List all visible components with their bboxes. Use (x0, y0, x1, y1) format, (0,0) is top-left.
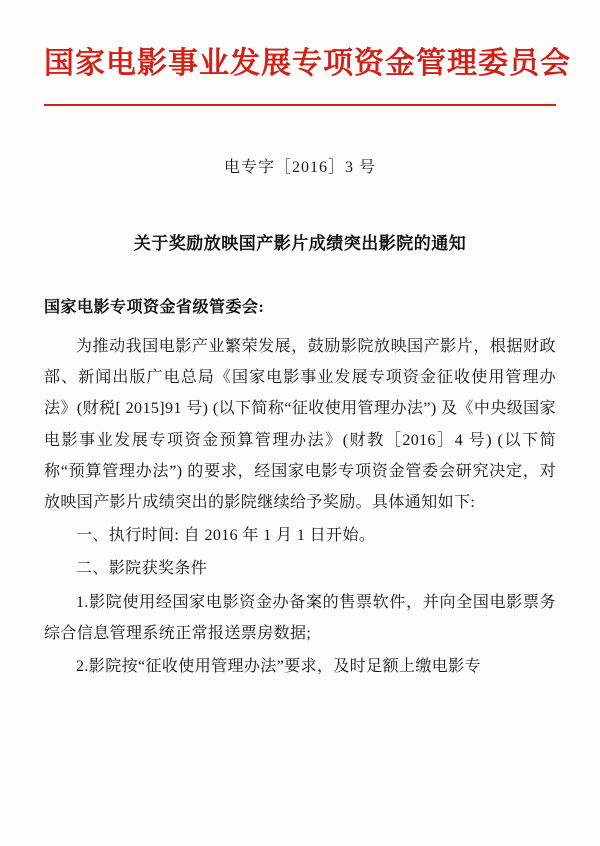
body-paragraph: 二、影院获奖条件 (76, 560, 208, 578)
body-paragraph: 2.影院按“征收使用管理办法”要求，及时足额上缴电影专 (76, 657, 482, 675)
masthead-divider-rule (44, 104, 556, 106)
body-paragraph: 一、执行时间: 自 2016 年 1 月 1 日开始。 (76, 527, 376, 545)
document-number: 电专字［2016］3 号 (223, 159, 376, 176)
issuing-authority-title: 国家电影事业发展专项资金管理委员会 (44, 47, 571, 80)
document-title: 关于奖励放映国产影片成绩突出影院的通知 (133, 234, 467, 253)
body-paragraph: 为推动我国电影产业繁荣发展，鼓励影院放映国产影片，根据财政部、新闻出版广电总局《国家电影事业发展专项资金征收使用管理办法》(财税[ 2015]91 号) (以下简称“征收使用管理办法”) 及《中央级国家电影事业发展专项资金预算管理办法》(财教［2016］4 号) (以下简称“预算管理办法”) 的要求，经国家电影专项资金管委会研究决定，对放映国产影片成绩突出的影院继续给予奖励。具体通知如下: (44, 338, 556, 511)
document-masthead (44, 0, 571, 106)
document-salutation: 国家电影专项资金省级管委会: (44, 299, 265, 316)
document-body (44, 331, 556, 682)
body-paragraph: 1.影院使用经国家电影资金办备案的售票软件，并向全国电影票务综合信息管理系统正常报送票房数据; (44, 593, 556, 642)
